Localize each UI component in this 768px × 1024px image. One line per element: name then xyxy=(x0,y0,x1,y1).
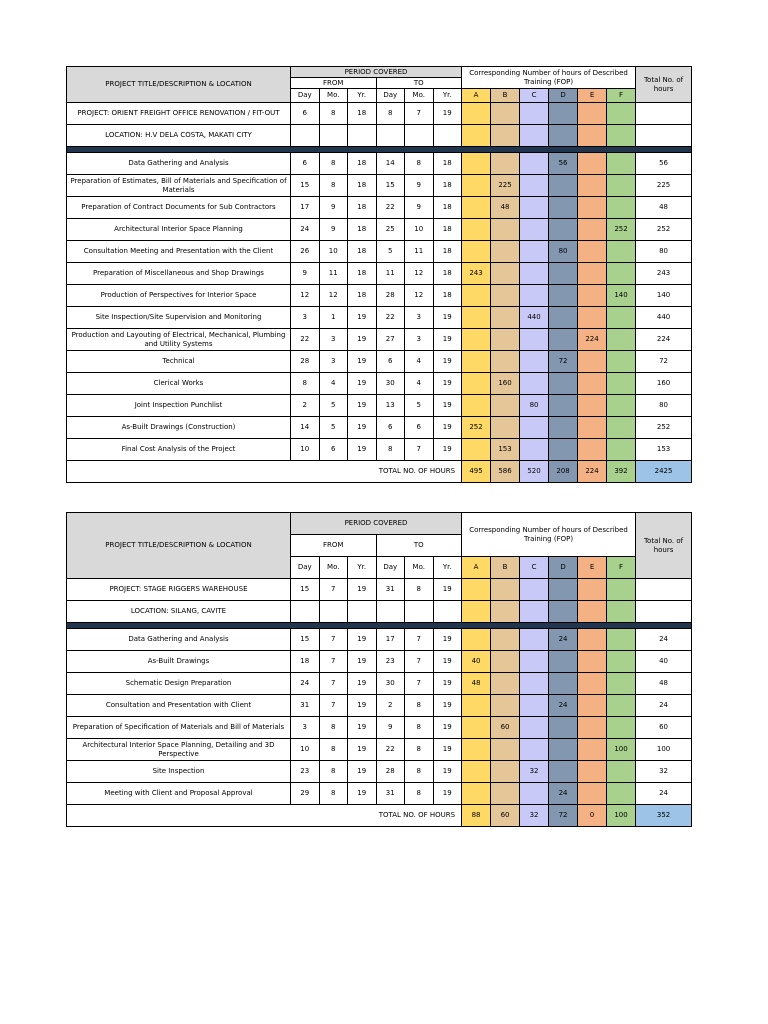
total-col-d: 208 xyxy=(549,461,578,483)
total-col-c: 520 xyxy=(520,461,549,483)
activity-date: 8 xyxy=(405,695,434,717)
activity-date: 7 xyxy=(405,651,434,673)
row-total: 224 xyxy=(636,329,692,351)
training-table-1 xyxy=(66,66,692,483)
header-mo: Mo. xyxy=(405,89,434,103)
activity-name: As-Built Drawings (Construction) xyxy=(67,417,291,439)
activity-date: 19 xyxy=(348,761,377,783)
header-col-d: D xyxy=(549,89,578,103)
header-yr: Yr. xyxy=(433,557,462,579)
activity-date: 19 xyxy=(433,417,462,439)
activity-date: 8 xyxy=(291,373,320,395)
activity-date: 18 xyxy=(348,219,377,241)
row-total: 24 xyxy=(636,629,692,651)
activity-row xyxy=(67,439,692,461)
header-col-e: E xyxy=(578,557,607,579)
activity-date: 8 xyxy=(405,783,434,805)
activity-row xyxy=(67,197,692,219)
activity-date: 19 xyxy=(348,739,377,761)
activity-row xyxy=(67,651,692,673)
header-total-hours: Total No. of hours xyxy=(636,67,692,103)
activity-row xyxy=(67,241,692,263)
activity-date: 8 xyxy=(319,761,348,783)
activity-date: 8 xyxy=(319,783,348,805)
activity-date: 18 xyxy=(348,175,377,197)
activity-date: 4 xyxy=(405,373,434,395)
header-to: TO xyxy=(376,535,462,557)
activity-date: 9 xyxy=(405,197,434,219)
activity-date: 19 xyxy=(433,395,462,417)
activity-row xyxy=(67,263,692,285)
total-col-f: 100 xyxy=(607,805,636,827)
activity-date: 7 xyxy=(319,629,348,651)
activity-name: Preparation of Miscellaneous and Shop Drawings xyxy=(67,263,291,285)
hours-col-d: 24 xyxy=(549,629,578,651)
activity-date: 9 xyxy=(319,219,348,241)
activity-date: 6 xyxy=(376,417,405,439)
activity-date: 18 xyxy=(433,263,462,285)
row-total: 24 xyxy=(636,783,692,805)
row-total: 72 xyxy=(636,351,692,373)
activity-row xyxy=(67,329,692,351)
activity-date: 19 xyxy=(433,439,462,461)
activity-date: 12 xyxy=(405,263,434,285)
activity-date: 11 xyxy=(319,263,348,285)
project-date: 19 xyxy=(433,103,462,125)
activity-date: 28 xyxy=(376,761,405,783)
hours-col-c: 440 xyxy=(520,307,549,329)
activity-date: 8 xyxy=(405,761,434,783)
activity-name: Site Inspection xyxy=(67,761,291,783)
activity-date: 9 xyxy=(405,175,434,197)
activity-date: 2 xyxy=(376,695,405,717)
header-period-covered: PERIOD COVERED xyxy=(291,513,462,535)
activity-date: 12 xyxy=(319,285,348,307)
activity-date: 19 xyxy=(433,329,462,351)
activity-date: 30 xyxy=(376,373,405,395)
total-col-c: 32 xyxy=(520,805,549,827)
activity-date: 29 xyxy=(291,783,320,805)
activity-rows xyxy=(67,629,692,805)
activity-date: 24 xyxy=(291,673,320,695)
activity-date: 9 xyxy=(291,263,320,285)
activity-name: Consultation Meeting and Presentation with the Client xyxy=(67,241,291,263)
activity-date: 10 xyxy=(291,739,320,761)
activity-name: Technical xyxy=(67,351,291,373)
hours-col-c: 32 xyxy=(520,761,549,783)
row-total: 100 xyxy=(636,739,692,761)
header-mo: Mo. xyxy=(319,557,348,579)
header-day: Day xyxy=(376,557,405,579)
activity-name: Meeting with Client and Proposal Approval xyxy=(67,783,291,805)
activity-date: 19 xyxy=(433,673,462,695)
activity-name: Architectural Interior Space Planning, Detailing and 3D Perspective xyxy=(67,739,291,761)
header-yr: Yr. xyxy=(433,89,462,103)
activity-date: 19 xyxy=(433,351,462,373)
header-col-b: B xyxy=(491,557,520,579)
activity-date: 8 xyxy=(405,739,434,761)
row-total: 252 xyxy=(636,219,692,241)
activity-date: 8 xyxy=(319,717,348,739)
activity-name: Production of Perspectives for Interior Space xyxy=(67,285,291,307)
activity-date: 23 xyxy=(291,761,320,783)
activity-date: 11 xyxy=(405,241,434,263)
hours-col-a: 48 xyxy=(462,673,491,695)
row-total: 60 xyxy=(636,717,692,739)
activity-date: 14 xyxy=(291,417,320,439)
hours-col-d: 72 xyxy=(549,351,578,373)
activity-name: Joint Inspection Punchlist xyxy=(67,395,291,417)
activity-date: 4 xyxy=(319,373,348,395)
activity-date: 15 xyxy=(291,175,320,197)
activity-row xyxy=(67,153,692,175)
total-hours-label: TOTAL NO. OF HOURS xyxy=(67,805,462,827)
total-col-e: 224 xyxy=(578,461,607,483)
activity-date: 19 xyxy=(433,307,462,329)
activity-date: 7 xyxy=(405,673,434,695)
activity-date: 19 xyxy=(348,395,377,417)
activity-date: 18 xyxy=(348,241,377,263)
row-total: 40 xyxy=(636,651,692,673)
activity-row xyxy=(67,395,692,417)
activity-date: 5 xyxy=(319,417,348,439)
hours-col-c: 80 xyxy=(520,395,549,417)
activity-date: 22 xyxy=(376,739,405,761)
activity-date: 19 xyxy=(348,307,377,329)
activity-date: 19 xyxy=(433,651,462,673)
activity-row xyxy=(67,219,692,241)
activity-rows xyxy=(67,153,692,461)
hours-col-d: 56 xyxy=(549,153,578,175)
project-date: 7 xyxy=(405,103,434,125)
activity-date: 19 xyxy=(348,417,377,439)
activity-date: 10 xyxy=(291,439,320,461)
activity-name: Preparation of Specification of Materials and Bill of Materials xyxy=(67,717,291,739)
activity-date: 14 xyxy=(376,153,405,175)
total-col-e: 0 xyxy=(578,805,607,827)
activity-date: 12 xyxy=(291,285,320,307)
activity-date: 28 xyxy=(291,351,320,373)
activity-name: Data Gathering and Analysis xyxy=(67,153,291,175)
header-from: FROM xyxy=(291,535,377,557)
activity-date: 6 xyxy=(405,417,434,439)
activity-date: 15 xyxy=(376,175,405,197)
header-col-a: A xyxy=(462,557,491,579)
activity-row xyxy=(67,175,692,197)
activity-date: 17 xyxy=(376,629,405,651)
header-col-a: A xyxy=(462,89,491,103)
project-date: 7 xyxy=(319,579,348,601)
header-col-f: F xyxy=(607,557,636,579)
total-hours-label: TOTAL NO. OF HOURS xyxy=(67,461,462,483)
activity-date: 3 xyxy=(291,307,320,329)
activity-date: 3 xyxy=(319,351,348,373)
hours-col-f: 100 xyxy=(607,739,636,761)
activity-date: 9 xyxy=(319,197,348,219)
row-total: 80 xyxy=(636,241,692,263)
activity-date: 19 xyxy=(433,373,462,395)
row-total: 80 xyxy=(636,395,692,417)
activity-row xyxy=(67,717,692,739)
activity-name: Site Inspection/Site Supervision and Monitoring xyxy=(67,307,291,329)
activity-date: 30 xyxy=(376,673,405,695)
hours-col-b: 48 xyxy=(491,197,520,219)
activity-date: 3 xyxy=(319,329,348,351)
activity-date: 3 xyxy=(291,717,320,739)
activity-date: 18 xyxy=(348,153,377,175)
hours-col-d: 24 xyxy=(549,695,578,717)
activity-name: Schematic Design Preparation xyxy=(67,673,291,695)
header-yr: Yr. xyxy=(348,557,377,579)
hours-col-a: 40 xyxy=(462,651,491,673)
row-total: 440 xyxy=(636,307,692,329)
activity-date: 31 xyxy=(376,783,405,805)
activity-date: 19 xyxy=(348,673,377,695)
hours-col-d: 80 xyxy=(549,241,578,263)
activity-date: 19 xyxy=(433,717,462,739)
activity-date: 19 xyxy=(348,351,377,373)
hours-col-a: 252 xyxy=(462,417,491,439)
activity-date: 19 xyxy=(348,717,377,739)
activity-date: 22 xyxy=(376,307,405,329)
project-date: 18 xyxy=(348,103,377,125)
hours-col-b: 153 xyxy=(491,439,520,461)
hours-col-e: 224 xyxy=(578,329,607,351)
activity-date: 2 xyxy=(291,395,320,417)
row-total: 160 xyxy=(636,373,692,395)
activity-date: 12 xyxy=(405,285,434,307)
activity-date: 18 xyxy=(433,153,462,175)
activity-date: 19 xyxy=(433,739,462,761)
grand-total: 352 xyxy=(636,805,692,827)
header-mo: Mo. xyxy=(319,89,348,103)
row-total: 243 xyxy=(636,263,692,285)
grand-total: 2425 xyxy=(636,461,692,483)
activity-date: 18 xyxy=(348,263,377,285)
header-col-f: F xyxy=(607,89,636,103)
activity-date: 25 xyxy=(376,219,405,241)
activity-date: 10 xyxy=(319,241,348,263)
total-col-f: 392 xyxy=(607,461,636,483)
activity-date: 18 xyxy=(433,219,462,241)
activity-date: 7 xyxy=(319,695,348,717)
activity-date: 8 xyxy=(405,153,434,175)
activity-row xyxy=(67,351,692,373)
activity-date: 19 xyxy=(433,761,462,783)
activity-row xyxy=(67,673,692,695)
activity-date: 6 xyxy=(291,153,320,175)
project-title: PROJECT: ORIENT FREIGHT OFFICE RENOVATION / FIT-OUT xyxy=(67,103,291,125)
activity-date: 18 xyxy=(433,241,462,263)
activity-date: 6 xyxy=(376,351,405,373)
header-fop: Corresponding Number of hours of Described Training (FOP) xyxy=(462,67,636,89)
activity-name: Preparation of Estimates, Bill of Materials and Specification of Materials xyxy=(67,175,291,197)
activity-date: 19 xyxy=(348,629,377,651)
activity-date: 8 xyxy=(319,739,348,761)
activity-date: 8 xyxy=(319,153,348,175)
header-from: FROM xyxy=(291,78,377,89)
project-date: 8 xyxy=(319,103,348,125)
header-period-covered: PERIOD COVERED xyxy=(291,67,462,78)
total-col-a: 88 xyxy=(462,805,491,827)
activity-date: 19 xyxy=(433,783,462,805)
header-day: Day xyxy=(291,557,320,579)
training-table-2 xyxy=(66,512,692,827)
hours-col-b: 160 xyxy=(491,373,520,395)
project-date: 31 xyxy=(376,579,405,601)
activity-row xyxy=(67,739,692,761)
activity-name: Architectural Interior Space Planning xyxy=(67,219,291,241)
activity-date: 1 xyxy=(319,307,348,329)
activity-row xyxy=(67,417,692,439)
header-total-hours: Total No. of hours xyxy=(636,513,692,579)
project-date: 6 xyxy=(291,103,320,125)
activity-date: 8 xyxy=(319,175,348,197)
activity-date: 4 xyxy=(405,351,434,373)
activity-row xyxy=(67,307,692,329)
activity-date: 8 xyxy=(405,717,434,739)
hours-col-f: 140 xyxy=(607,285,636,307)
total-col-b: 60 xyxy=(491,805,520,827)
activity-date: 18 xyxy=(433,197,462,219)
activity-row xyxy=(67,629,692,651)
activity-row xyxy=(67,695,692,717)
project-location: LOCATION: SILANG, CAVITE xyxy=(67,601,291,623)
row-total: 56 xyxy=(636,153,692,175)
activity-date: 10 xyxy=(405,219,434,241)
activity-row xyxy=(67,373,692,395)
header-col-b: B xyxy=(491,89,520,103)
activity-date: 23 xyxy=(376,651,405,673)
activity-date: 19 xyxy=(348,329,377,351)
activity-date: 18 xyxy=(348,285,377,307)
project-date: 15 xyxy=(291,579,320,601)
hours-col-b: 60 xyxy=(491,717,520,739)
header-col-e: E xyxy=(578,89,607,103)
header-yr: Yr. xyxy=(348,89,377,103)
header-project-title: PROJECT TITLE/DESCRIPTION & LOCATION xyxy=(67,513,291,579)
activity-date: 19 xyxy=(348,373,377,395)
activity-date: 3 xyxy=(405,307,434,329)
activity-date: 18 xyxy=(433,285,462,307)
activity-date: 11 xyxy=(376,263,405,285)
header-col-c: C xyxy=(520,557,549,579)
project-date: 19 xyxy=(348,579,377,601)
total-col-d: 72 xyxy=(549,805,578,827)
activity-date: 5 xyxy=(376,241,405,263)
project-date: 8 xyxy=(376,103,405,125)
activity-name: Production and Layouting of Electrical, Mechanical, Plumbing and Utility Systems xyxy=(67,329,291,351)
activity-date: 5 xyxy=(405,395,434,417)
activity-date: 15 xyxy=(291,629,320,651)
project-date: 8 xyxy=(405,579,434,601)
activity-row xyxy=(67,761,692,783)
project-date: 19 xyxy=(433,579,462,601)
activity-date: 26 xyxy=(291,241,320,263)
activity-date: 18 xyxy=(433,175,462,197)
activity-date: 24 xyxy=(291,219,320,241)
total-col-b: 586 xyxy=(491,461,520,483)
activity-date: 18 xyxy=(291,651,320,673)
header-day: Day xyxy=(291,89,320,103)
activity-row xyxy=(67,285,692,307)
activity-date: 7 xyxy=(319,673,348,695)
project-title: PROJECT: STAGE RIGGERS WAREHOUSE xyxy=(67,579,291,601)
activity-date: 19 xyxy=(348,695,377,717)
hours-col-f: 252 xyxy=(607,219,636,241)
activity-name: Clerical Works xyxy=(67,373,291,395)
activity-name: Preparation of Contract Documents for Sub Contractors xyxy=(67,197,291,219)
activity-name: Final Cost Analysis of the Project xyxy=(67,439,291,461)
activity-date: 18 xyxy=(348,197,377,219)
activity-date: 22 xyxy=(291,329,320,351)
activity-name: Data Gathering and Analysis xyxy=(67,629,291,651)
row-total: 24 xyxy=(636,695,692,717)
activity-date: 6 xyxy=(319,439,348,461)
total-col-a: 495 xyxy=(462,461,491,483)
row-total: 48 xyxy=(636,673,692,695)
header-to: TO xyxy=(376,78,462,89)
activity-date: 19 xyxy=(348,651,377,673)
row-total: 153 xyxy=(636,439,692,461)
row-total: 140 xyxy=(636,285,692,307)
hours-col-b: 225 xyxy=(491,175,520,197)
activity-date: 19 xyxy=(348,783,377,805)
activity-date: 7 xyxy=(319,651,348,673)
header-col-c: C xyxy=(520,89,549,103)
activity-date: 5 xyxy=(319,395,348,417)
activity-date: 17 xyxy=(291,197,320,219)
hours-col-a: 243 xyxy=(462,263,491,285)
row-total: 32 xyxy=(636,761,692,783)
activity-date: 19 xyxy=(433,695,462,717)
header-mo: Mo. xyxy=(405,557,434,579)
activity-date: 31 xyxy=(291,695,320,717)
activity-row xyxy=(67,783,692,805)
row-total: 252 xyxy=(636,417,692,439)
activity-date: 28 xyxy=(376,285,405,307)
activity-name: As-Built Drawings xyxy=(67,651,291,673)
activity-date: 13 xyxy=(376,395,405,417)
activity-date: 8 xyxy=(376,439,405,461)
activity-date: 27 xyxy=(376,329,405,351)
header-fop: Corresponding Number of hours of Described Training (FOP) xyxy=(462,513,636,557)
row-total: 225 xyxy=(636,175,692,197)
hours-col-d: 24 xyxy=(549,783,578,805)
activity-date: 19 xyxy=(433,629,462,651)
header-project-title: PROJECT TITLE/DESCRIPTION & LOCATION xyxy=(67,67,291,103)
row-total: 48 xyxy=(636,197,692,219)
header-day: Day xyxy=(376,89,405,103)
activity-date: 19 xyxy=(348,439,377,461)
project-location: LOCATION: H.V DELA COSTA, MAKATI CITY xyxy=(67,125,291,147)
activity-date: 9 xyxy=(376,717,405,739)
activity-date: 7 xyxy=(405,439,434,461)
activity-name: Consultation and Presentation with Client xyxy=(67,695,291,717)
activity-date: 3 xyxy=(405,329,434,351)
activity-date: 7 xyxy=(405,629,434,651)
activity-date: 22 xyxy=(376,197,405,219)
header-col-d: D xyxy=(549,557,578,579)
